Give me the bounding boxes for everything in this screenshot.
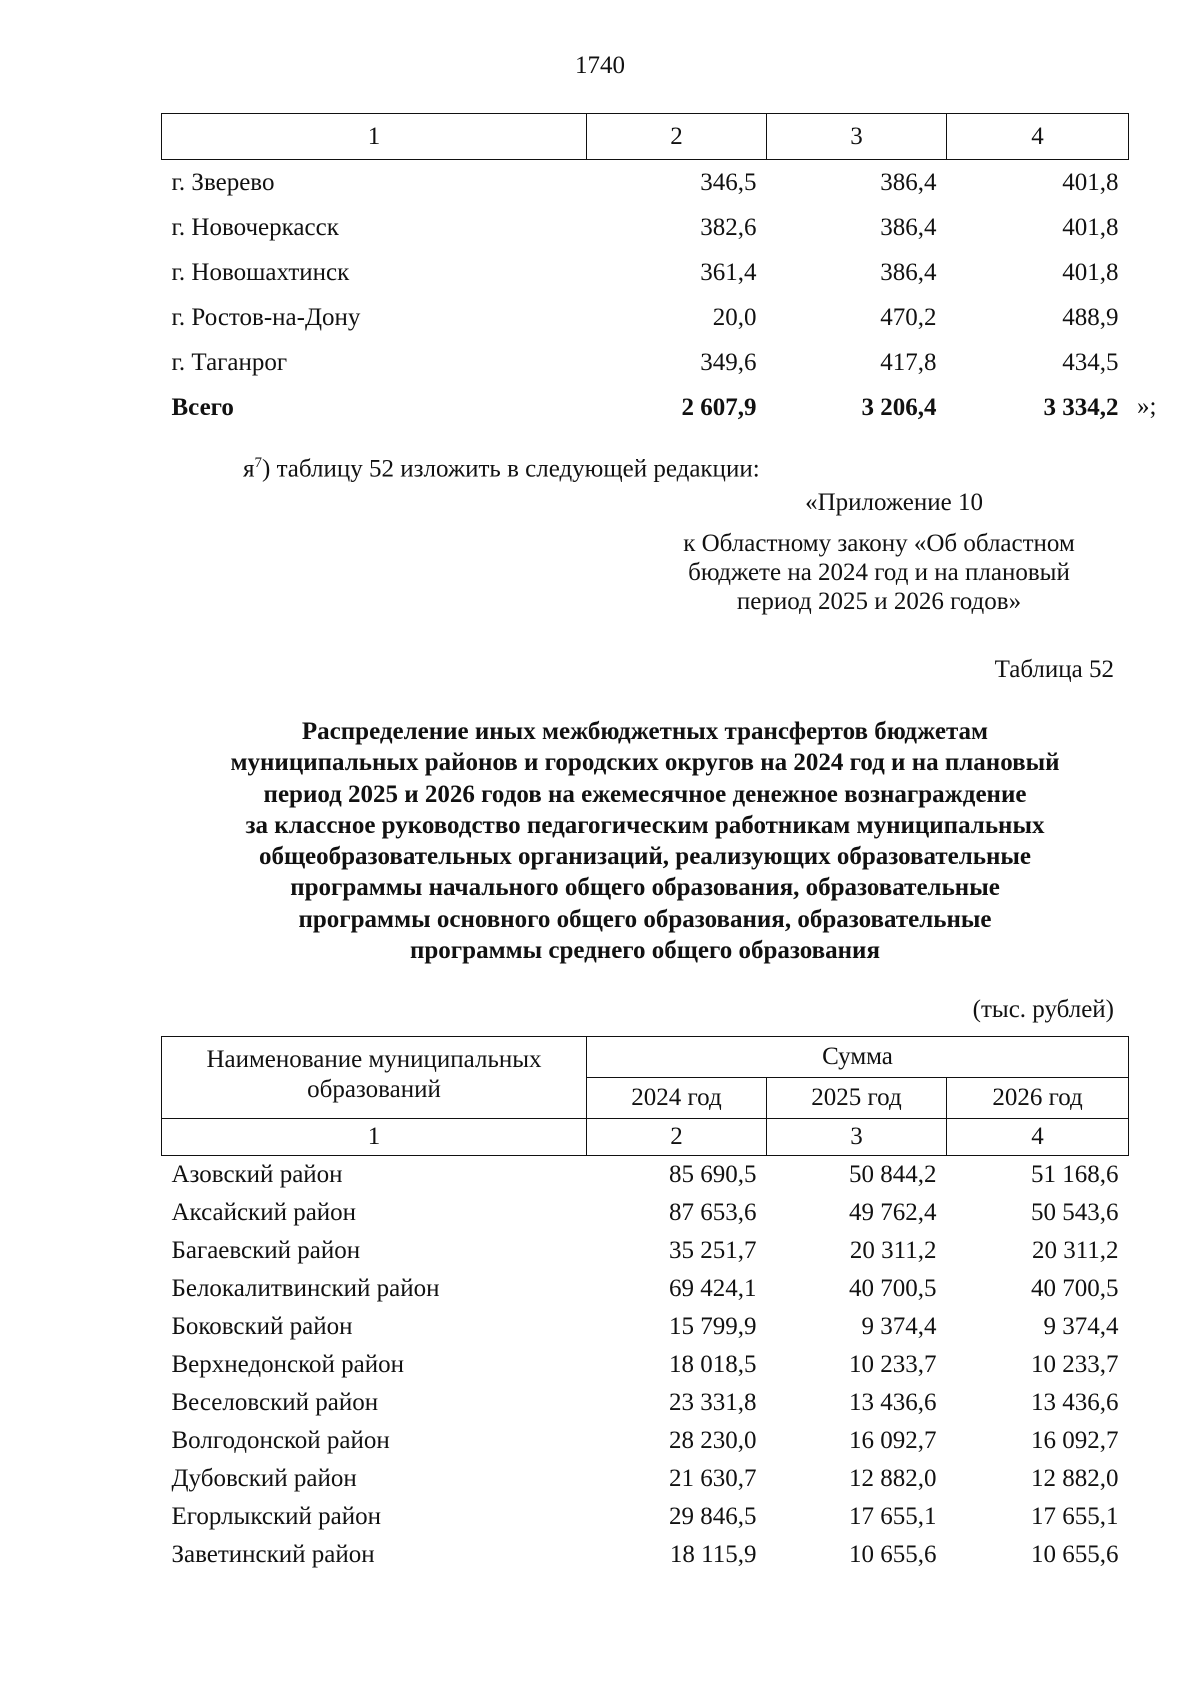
cell-value: 20 311,2 [849, 1237, 937, 1264]
cell-value: 20 311,2 [1031, 1237, 1119, 1264]
year-header: 2025 год [767, 1078, 947, 1119]
cell-value: 401,8 [1062, 214, 1119, 241]
cell-value: 87 653,6 [669, 1199, 757, 1226]
table-row [162, 1498, 1129, 1536]
paragraph-prefix: я [243, 455, 255, 483]
table-title [160, 716, 1130, 966]
table-row [162, 1346, 1129, 1384]
closing-quote: »; [1137, 393, 1157, 420]
row-name: г. Новочеркасск [171, 214, 339, 241]
amendment-paragraph [243, 455, 760, 483]
title-line: программы начального общего образования, образовательные [290, 874, 1000, 902]
cell-value: 10 233,7 [1031, 1351, 1119, 1378]
table-row [162, 205, 1129, 250]
municipality-column-header [162, 1037, 587, 1119]
total-label: Всего [171, 394, 234, 421]
header-line: образований [307, 1076, 441, 1103]
row-name: г. Таганрог [171, 349, 288, 376]
row-name: Егорлыкский район [171, 1503, 381, 1530]
title-line: за классное руководство педагогическим работникам муниципальных [245, 811, 1045, 839]
title-line: программы основного общего образования, образовательные [298, 905, 992, 933]
row-name: Аксайский район [171, 1199, 357, 1226]
cell-value: 382,6 [700, 214, 757, 241]
cell-value: 9 374,4 [861, 1313, 937, 1340]
year-header: 2024 год [587, 1078, 767, 1119]
column-number: 2 [587, 1119, 767, 1156]
cell-value: 13 436,6 [849, 1389, 937, 1416]
title-line: муниципальных районов и городских округов на 2024 год и на плановый [230, 749, 1060, 777]
cell-value: 50 844,2 [849, 1161, 937, 1188]
page-number: 1740 [575, 52, 625, 79]
column-number: 3 [767, 114, 947, 160]
cell-value: 28 230,0 [669, 1427, 757, 1454]
cell-value: 10 655,6 [849, 1541, 937, 1568]
cell-value: 386,4 [880, 169, 937, 196]
row-name: Багаевский район [171, 1237, 361, 1264]
cell-value: 12 882,0 [1031, 1465, 1119, 1492]
row-name: Волгодонской район [171, 1427, 390, 1454]
column-number: 1 [162, 114, 587, 160]
cell-value: 13 436,6 [1031, 1389, 1119, 1416]
row-name: Дубовский район [171, 1465, 357, 1492]
cell-value: 23 331,8 [669, 1389, 757, 1416]
table-row [162, 1270, 1129, 1308]
row-name: Азовский район [171, 1161, 343, 1188]
title-line: период 2025 и 2026 годов на ежемесячное денежное вознаграждение [263, 780, 1027, 808]
table-header-row [162, 1037, 1129, 1078]
paragraph-text: ) таблицу 52 изложить в следующей редакции: [262, 455, 760, 483]
cell-value: 18 115,9 [669, 1541, 757, 1568]
cell-value: 361,4 [700, 259, 757, 286]
cell-value: 16 092,7 [849, 1427, 937, 1454]
cell-value: 349,6 [700, 349, 757, 376]
cell-value: 10 233,7 [849, 1351, 937, 1378]
appendix-line: период 2025 и 2026 годов» [736, 588, 1022, 615]
table-row [162, 1194, 1129, 1232]
table-row [162, 1536, 1129, 1574]
distribution-table [161, 1036, 1129, 1574]
total-row [162, 385, 1129, 430]
header-line: Наименование муниципальных [206, 1046, 542, 1073]
column-number-row [162, 1119, 1129, 1156]
column-number: 4 [947, 1119, 1129, 1156]
cell-value: 85 690,5 [669, 1161, 757, 1188]
table-row [162, 340, 1129, 385]
table-header-row [162, 114, 1129, 160]
cell-value: 386,4 [880, 214, 937, 241]
paragraph-superscript: 7 [254, 455, 262, 471]
cell-value: 40 700,5 [849, 1275, 937, 1302]
total-value: 3 334,2 [1043, 394, 1119, 421]
sum-header: Сумма [587, 1037, 1129, 1078]
row-name: Верхнедонской район [171, 1351, 404, 1378]
column-number: 2 [587, 114, 767, 160]
cell-value: 50 543,6 [1031, 1199, 1119, 1226]
cell-value: 386,4 [880, 259, 937, 286]
cell-value: 51 168,6 [1031, 1161, 1119, 1188]
title-line: программы среднего общего образования [410, 937, 880, 965]
table-row [162, 1422, 1129, 1460]
row-name: г. Новошахтинск [171, 259, 350, 286]
row-name: Боковский район [171, 1313, 353, 1340]
table-row [162, 1156, 1129, 1195]
cell-value: 17 655,1 [1031, 1503, 1119, 1530]
cell-value: 10 655,6 [1031, 1541, 1119, 1568]
table-row [162, 1308, 1129, 1346]
appendix-line: к Областному закону «Об областном [683, 530, 1075, 557]
row-name: Веселовский район [171, 1389, 379, 1416]
table-row [162, 1232, 1129, 1270]
cell-value: 40 700,5 [1031, 1275, 1119, 1302]
cell-value: 18 018,5 [669, 1351, 757, 1378]
table-row [162, 295, 1129, 340]
cell-value: 16 092,7 [1031, 1427, 1119, 1454]
column-number: 3 [767, 1119, 947, 1156]
appendix-title-wrap [0, 489, 1200, 519]
table-label: Таблица 52 [994, 656, 1114, 683]
row-name: Заветинский район [171, 1541, 375, 1568]
cell-value: 401,8 [1062, 169, 1119, 196]
appendix-reference [640, 529, 1118, 616]
row-name: Белокалитвинский район [171, 1275, 440, 1302]
cell-value: 21 630,7 [669, 1465, 757, 1492]
year-header: 2026 год [947, 1078, 1129, 1119]
cell-value: 488,9 [1062, 304, 1119, 331]
total-value: 3 206,4 [861, 394, 937, 421]
cell-value: 434,5 [1062, 349, 1119, 376]
cell-value: 346,5 [700, 169, 757, 196]
cell-value: 49 762,4 [849, 1199, 937, 1226]
column-number: 1 [162, 1119, 587, 1156]
appendix-line: бюджете на 2024 год и на плановый [688, 559, 1070, 586]
cell-value: 401,8 [1062, 259, 1119, 286]
table-row [162, 1384, 1129, 1422]
cell-value: 35 251,7 [669, 1237, 757, 1264]
cell-value: 29 846,5 [669, 1503, 757, 1530]
units-label: (тыс. рублей) [972, 996, 1114, 1023]
cell-value: 9 374,4 [1043, 1313, 1119, 1340]
cell-value: 69 424,1 [669, 1275, 757, 1302]
cell-value: 15 799,9 [669, 1313, 757, 1340]
cell-value: 17 655,1 [849, 1503, 937, 1530]
cell-value: 470,2 [880, 304, 937, 331]
row-name: г. Ростов-на-Дону [171, 304, 361, 331]
title-line: общеобразовательных организаций, реализующих образовательные [258, 843, 1032, 871]
appendix-title: «Приложение 10 [805, 489, 983, 516]
cell-value: 12 882,0 [849, 1465, 937, 1492]
cell-value: 20,0 [712, 304, 757, 331]
column-number: 4 [947, 114, 1129, 160]
cell-value: 417,8 [880, 349, 937, 376]
title-line: Распределение иных межбюджетных трансфертов бюджетам [301, 718, 989, 745]
table-row [162, 160, 1129, 206]
total-value: 2 607,9 [681, 394, 757, 421]
continuation-table [161, 113, 1129, 430]
table-row [162, 1460, 1129, 1498]
table-row [162, 250, 1129, 295]
row-name: г. Зверево [171, 169, 275, 196]
